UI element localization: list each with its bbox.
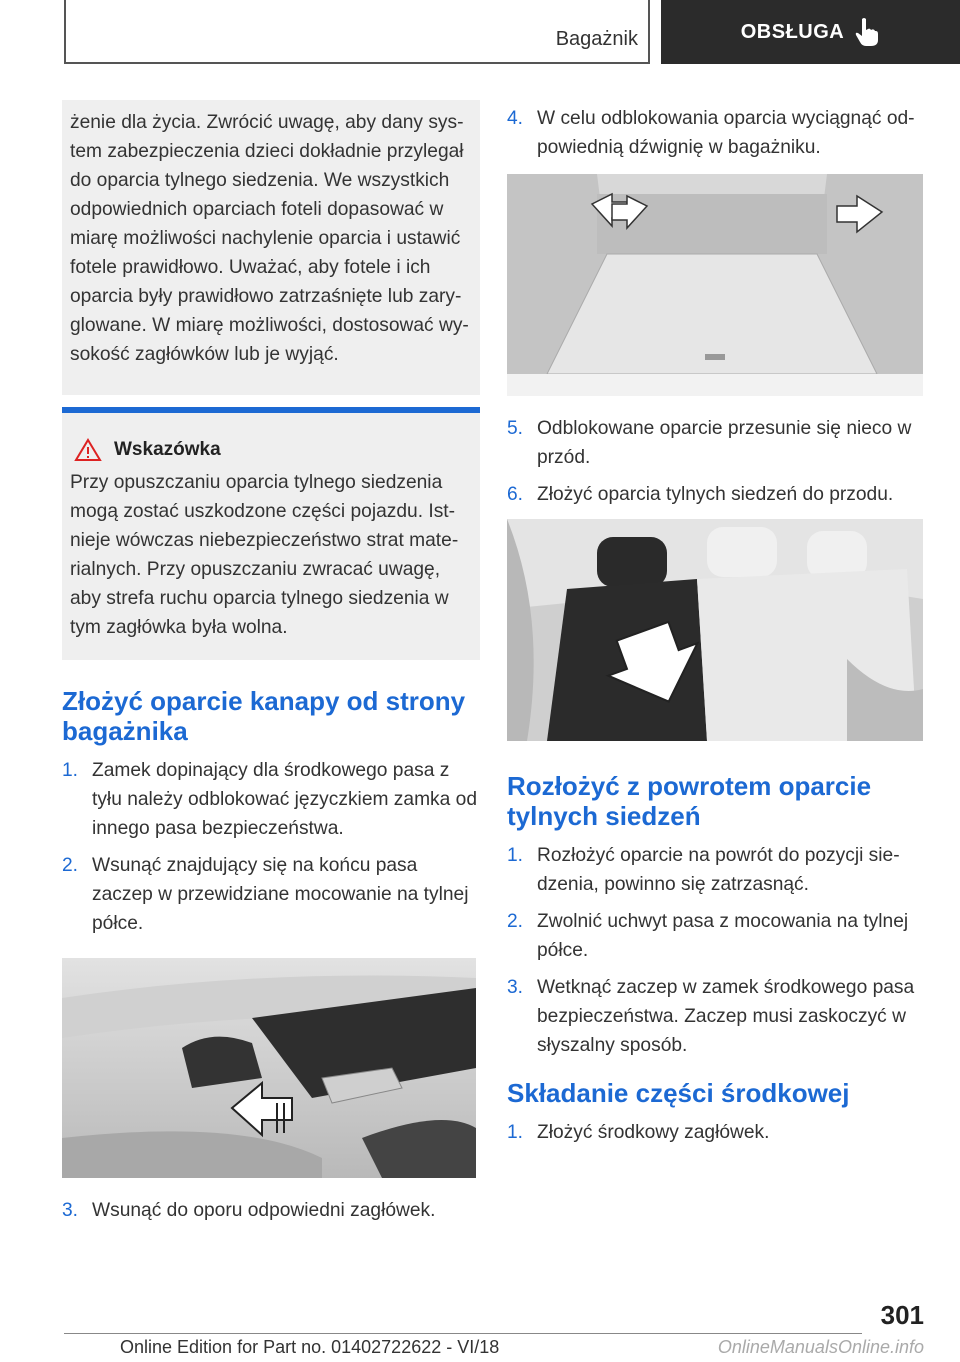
center-steps-list [507, 1118, 925, 1147]
note-text: Przy opuszczaniu oparcia tylnego siedzenia mogą zostać uszkodzone części pojazdu. Istnieje wówczas niebezpieczeństwo strat materialnych. Przy opuszczaniu zwracać uwagę, aby strefa ruchu oparcia tylnego siedzenia w tym zagłówka była wolna. [70, 472, 459, 638]
right-column [507, 104, 925, 1155]
heading-center-section: Składanie części środkowej [507, 1078, 850, 1108]
intro-box [62, 100, 480, 395]
step-number: 6. [507, 484, 524, 505]
belt-hook-illustration [62, 958, 476, 1178]
step-number: 2. [507, 911, 524, 932]
list-item [62, 851, 480, 938]
heading-fold-from-trunk: Złożyć oparcie kanapy od strony bagażnika [62, 686, 466, 746]
step-text: Wsunąć do oporu odpowiedni zagłówek. [92, 1200, 436, 1221]
unfold-steps-list [507, 841, 925, 1060]
step-number: 1. [507, 845, 524, 866]
step-number: 1. [62, 760, 79, 781]
release-steps-list [507, 104, 925, 162]
step-text: W celu odblokowania oparcia wyciągnąć odpowiednią dźwignię w bagażniku. [537, 108, 915, 158]
note-box [62, 407, 480, 660]
header-section-title: Bagażnik [555, 28, 638, 50]
step-number: 3. [507, 977, 524, 998]
list-item [507, 104, 925, 162]
step-text: Złożyć środkowy zagłówek. [537, 1122, 770, 1143]
note-header [74, 435, 472, 464]
header-divider-left [64, 0, 66, 64]
step-text: Zamek dopinający dla środkowego pasa z tyłu należy odblokować języczkiem zamka od innego pasa bezpieczeństwa. [92, 760, 477, 839]
trunk-lever-illustration [507, 174, 923, 396]
header-tab-label: OBSŁUGA [740, 20, 845, 43]
header-underline [64, 62, 650, 64]
list-item [507, 480, 925, 509]
page-number: 301 [880, 1300, 924, 1330]
list-item [507, 1118, 925, 1147]
step-text: Odblokowane oparcie przesunie się nieco w przód. [537, 418, 912, 468]
list-item [507, 907, 925, 965]
header-tab-obsluga[interactable] [661, 0, 960, 64]
fold-steps-list-continued [62, 1196, 480, 1225]
fold-steps-list [62, 756, 480, 938]
left-column [62, 100, 480, 1233]
step-text: Wetknąć zaczep w zamek środkowego pasa bezpieczeństwa. Zaczep musi zaskoczyć w słyszalny sposób. [537, 977, 915, 1056]
seat-fold-illustration [507, 519, 923, 741]
list-item [507, 973, 925, 1060]
step-text: Złożyć oparcia tylnych siedzeń do przodu. [537, 484, 894, 505]
pointing-hand-icon [854, 17, 880, 47]
step-number: 1. [507, 1122, 524, 1143]
step-number: 5. [507, 418, 524, 439]
header-divider-mid [648, 0, 650, 64]
heading-unfold-backrest: Rozłożyć z powrotem oparcie tylnych siedzeń [507, 771, 872, 831]
warning-triangle-icon [74, 438, 102, 462]
list-item [507, 414, 925, 472]
footer-watermark-logo: OnlineManualsOnline.info [717, 1337, 924, 1357]
step-number: 3. [62, 1200, 79, 1221]
step-number: 4. [507, 108, 524, 129]
step-text: Rozłożyć oparcie na powrót do pozycji siedzenia, powinno się zatrzasnąć. [537, 845, 900, 895]
note-title: Wskazówka [114, 439, 221, 460]
list-item [62, 756, 480, 843]
release-steps-list-continued [507, 414, 925, 509]
footer-rule [64, 1333, 862, 1334]
step-text: Wsunąć znajdujący się na końcu pasa zaczep w przewidziane mocowanie na tylnej półce. [92, 855, 469, 934]
list-item [62, 1196, 480, 1225]
step-number: 2. [62, 855, 79, 876]
step-text: Zwolnić uchwyt pasa z mocowania na tylnej półce. [537, 911, 909, 961]
footer-edition: Online Edition for Part no. 01402722622 - VI/18 [120, 1337, 500, 1357]
list-item [507, 841, 925, 899]
intro-text: żenie dla życia. Zwrócić uwagę, aby dany system zabezpieczenia dzieci dokładnie przylegał do oparcia tylnego siedzenia. We wszystkich odpowiednich oparciach foteli dopasować w miarę możliwości nachylenie oparcia i ustawić fotele prawidłowo. Uważać, aby fotele i ich oparcia były prawidłowo zatrzaśnięte lub zaryglowane. W miarę możliwości, dostosować wysokość zagłówków lub je wyjąć. [70, 112, 469, 365]
